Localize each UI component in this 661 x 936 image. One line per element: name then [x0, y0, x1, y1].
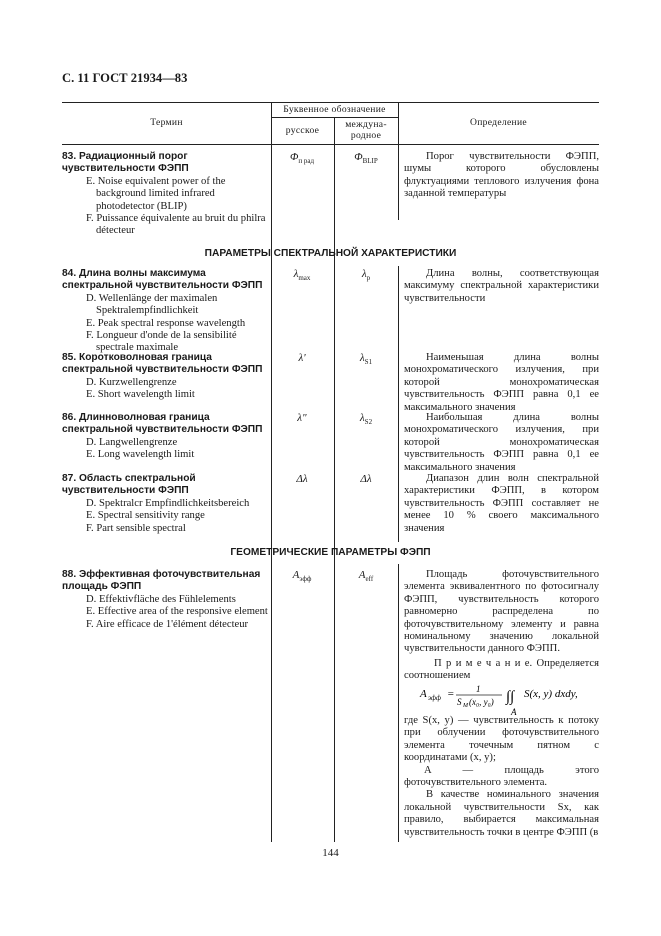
entry-87-lang-d: D. Spektralcr Empfindlichkeitsbereich	[86, 497, 250, 509]
entry-84-sym-int: $\lambda_p$	[361, 268, 371, 283]
entry-85-title: 85. Коротковолновая граница спектральной чувствительности ФЭПП	[62, 352, 263, 376]
note-where: где S(x, y) — чувствительность к потоку при облучении фоточувствительного элемента точечным пятном с координатами (x, y);	[404, 715, 599, 764]
col-divider-3c	[398, 564, 399, 842]
svg-text:S(x, y) dxdy,: S(x, y) dxdy,	[524, 688, 578, 700]
entry-86-sym-int: $\lambda_{S2}$	[359, 412, 373, 427]
entry-84-lang-e: E. Peak spectral response wavelength	[86, 317, 246, 329]
entry-85-lang-e: E. Short wavelength limit	[86, 389, 195, 401]
note-area: A — площадь этого фоточувствительного элемента.	[404, 764, 599, 789]
section-spectral-title: ПАРАМЕТРЫ СПЕКТРАЛЬНОЙ ХАРАКТЕРИСТИКИ	[204, 248, 457, 259]
entry-87-sym-int: Δλ	[360, 473, 372, 485]
entry-88-lang-d: D. Effektivfläche des Fühlelements	[86, 593, 236, 605]
svg-text:∫∫: ∫∫	[506, 689, 515, 705]
entry-85-term	[62, 352, 270, 402]
entry-87-lang-f: F. Part sensible spectral	[86, 522, 186, 534]
entry-86-definition: Наибольшая длина волны монохроматического излучения, при которой монохроматическая чувствительность ФЭПП равна 0,1 ее максимального значения	[404, 412, 599, 473]
entry-88-term	[62, 569, 270, 631]
svg-text:(x₀, y₀): (x₀, y₀)	[469, 697, 494, 707]
col-divider-1c	[271, 564, 272, 842]
entry-88-definition: Площадь фоточувствительного элемента эквивалентного по фотосигналу ФЭПП, чувствительность которого равномерно распределена по фоточувствительному элементу и равна номинальному значению локальной чувствительности данного ФЭПП. П р и м е ч а н и е. Определяется соотношением	[404, 569, 599, 682]
entry-88-lang-e: E. Effective area of the responsive element	[86, 606, 268, 618]
entry-86-lang-d: D. Langwellengrenze	[86, 436, 178, 448]
formula-graphic	[420, 682, 600, 718]
entry-84-lang-f: F. Longueur d'onde de la sensibilité spectrale maximale	[86, 330, 237, 354]
entry-86-lang-e: E. Long wavelength limit	[86, 449, 195, 461]
th-term: Термин	[150, 117, 183, 128]
th-russian: русское	[285, 125, 320, 136]
entry-84-definition: Длина волны, соответствующая максимуму спектральной характеристики чувствительности	[404, 268, 599, 304]
section-geometric-title: ГЕОМЕТРИЧЕСКИЕ ПАРАМЕТРЫ ФЭПП	[230, 547, 431, 558]
entry-83-definition: Порог чувствительности ФЭПП, шумы которого обусловлены флуктуациями теплового излучения фона заданной температуры	[404, 151, 599, 200]
entry-87-term	[62, 473, 270, 535]
table-head-bottom-rule	[62, 144, 599, 145]
entry-86-title: 86. Длинноволновая граница спектральной чувствительности ФЭПП	[62, 412, 263, 436]
entry-87-sym-ru: Δλ	[296, 473, 308, 485]
entry-83-term	[62, 151, 270, 238]
entry-85-sym-ru: λ'	[298, 352, 306, 364]
entry-83-title: 83. Радиационный порог чувствительности ФЭПП	[62, 151, 189, 175]
entry-85-sym-int: $\lambda_{S1}$	[359, 352, 373, 367]
entry-84-sym-ru: $\lambda_{max}$	[293, 268, 311, 283]
entry-87-lang-e: E. Spectral sensitivity range	[86, 510, 205, 522]
entry-87-title: 87. Область спектральной чувствительности ФЭПП	[62, 473, 196, 497]
svg-text:=: =	[447, 688, 455, 700]
entry-84-term	[62, 268, 270, 355]
entry-84-title: 84. Длина волны максимума спектральной чувствительности ФЭПП	[62, 268, 263, 292]
table-top-rule	[62, 102, 599, 103]
entry-84-lang-d: D. Wellenlänge der maximalen Spektralempfindlichkeit	[86, 292, 218, 317]
entry-86-term	[62, 412, 270, 462]
col-divider-2c	[334, 564, 335, 842]
entry-86-sym-ru: λ"	[297, 412, 307, 424]
entry-88-title: 88. Эффективная фоточувствительная площадь ФЭПП	[62, 569, 261, 593]
svg-text:A: A	[511, 707, 517, 717]
page-number: 144	[322, 847, 339, 859]
col-divider-3b	[398, 266, 399, 542]
page-header: С. 11 ГОСТ 21934—83	[62, 71, 188, 85]
svg-text:M: M	[463, 703, 468, 709]
svg-text:S: S	[457, 697, 462, 707]
th-international: междуна- родное	[345, 119, 387, 141]
entry-88-lang-f: F. Aire efficace de 1'élément détecteur	[86, 618, 249, 630]
svg-text:1: 1	[476, 684, 481, 694]
entry-87-definition: Диапазон длин волн спектральной характеристики ФЭПП, в котором чувствительность ФЭПП составляет не менее 10 % своего максимального значения	[404, 473, 599, 534]
svg-text:A: A	[420, 688, 427, 700]
entry-83-lang-e: E. Noise equivalent power of the background limited infrared photodetector (BLIP)	[86, 175, 226, 212]
th-designation: Буквенное обозначение	[283, 104, 386, 115]
entry-83-lang-f: F. Puissance équivalente au bruit du philra détecteur	[86, 213, 266, 237]
note-nominal: В качестве номинального значения локальной чувствительности Sx, как правило, выбирается максимальная чувствительность точки в центре ФЭПП (в	[404, 789, 599, 838]
entry-88-sym-ru: $A_{эфф}$	[292, 569, 312, 584]
entry-83-sym-ru: $\Phi_{п рад}$	[289, 151, 315, 166]
entry-83-sym-int: $\Phi_{BLIP}$	[354, 151, 378, 166]
th-definition: Определение	[469, 117, 527, 128]
svg-text:эфф: эфф	[428, 694, 441, 702]
note-head: П р и м е ч а н и е. Определяется соотношением	[404, 657, 599, 682]
entry-85-definition: Наименьшая длина волны монохроматического излучения, при которой монохроматическая чувствительность ФЭПП равна 0,1 ее максимального значения	[404, 352, 599, 413]
note-body	[404, 715, 599, 839]
entry-88-sym-int: $A_{eff}$	[358, 569, 374, 584]
entry-85-lang-d: D. Kurzwellengrenze	[86, 376, 177, 388]
